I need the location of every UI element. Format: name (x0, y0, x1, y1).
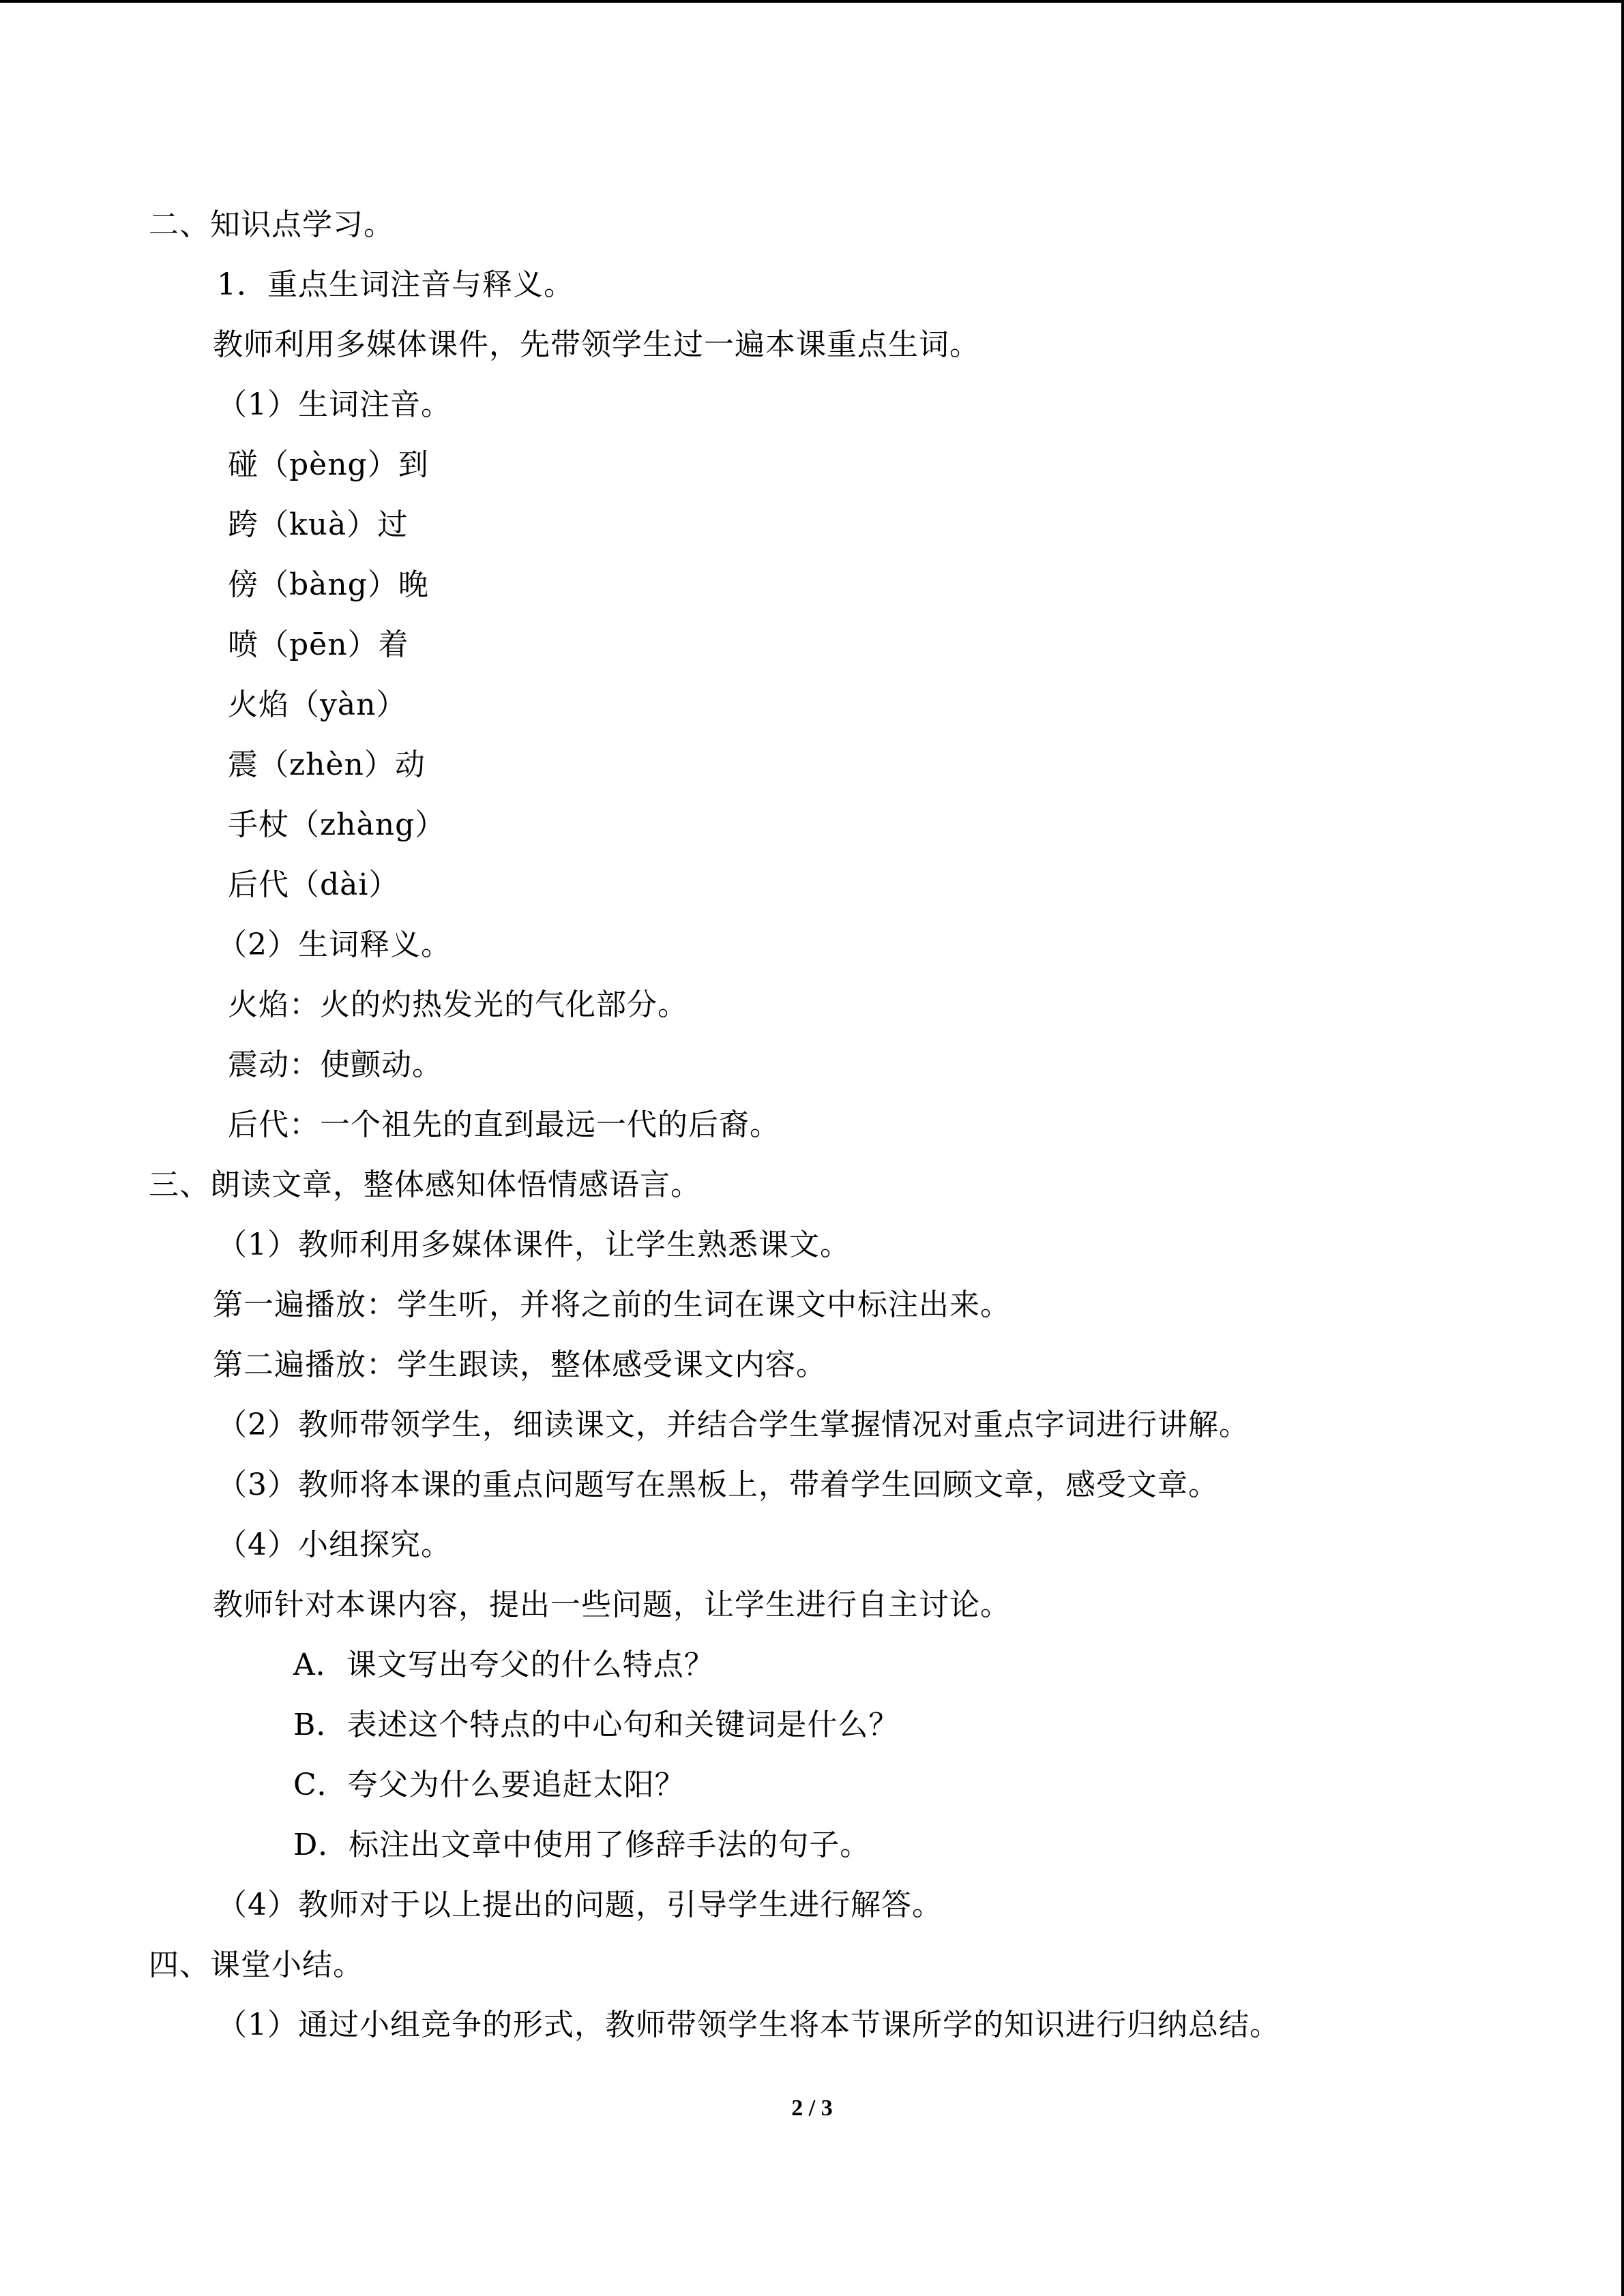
paragraph: （2）教师带领学生，细读课文，并结合学生掌握情况对重点字词进行讲解。 (217, 1407, 1250, 1442)
vocab-item: 火焰（yàn） (228, 687, 407, 722)
right-border (1621, 0, 1624, 2296)
vocab-item: 傍（bàng）晚 (228, 567, 429, 602)
page-number: 2 / 3 (791, 2096, 833, 2121)
paragraph: （3）教师将本课的重点问题写在黑板上，带着学生回顾文章，感受文章。 (217, 1467, 1219, 1502)
definition-item: 火焰：火的灼热发光的气化部分。 (228, 987, 688, 1022)
section-heading-4: 四、课堂小结。 (149, 1948, 364, 1982)
question-item: A．课文写出夸父的什么特点？ (293, 1648, 715, 1682)
paragraph: （4）教师对于以上提出的问题，引导学生进行解答。 (217, 1888, 943, 1922)
vocab-item: 震（zhèn）动 (228, 747, 426, 782)
subsection-heading-1: 1．重点生词注音与释义。 (217, 267, 574, 302)
section-heading-2: 二、知识点学习。 (149, 207, 394, 242)
list-heading: （1）生词注音。 (217, 387, 452, 422)
paragraph: （4）小组探究。 (217, 1527, 452, 1562)
definition-item: 震动：使颤动。 (228, 1047, 443, 1082)
question-item: C．夸父为什么要追赶太阳？ (293, 1768, 685, 1802)
paragraph: （1）教师利用多媒体课件，让学生熟悉课文。 (217, 1227, 851, 1262)
question-item: D．标注出文章中使用了修辞手法的句子。 (293, 1828, 871, 1862)
paragraph: 教师利用多媒体课件，先带领学生过一遍本课重点生词。 (213, 327, 980, 362)
paragraph: 教师针对本课内容，提出一些问题，让学生进行自主讨论。 (213, 1587, 1011, 1622)
vocab-item: 碰（pèng）到 (228, 447, 429, 482)
vocab-item: 手杖（zhàng） (228, 807, 446, 842)
section-heading-3: 三、朗读文章，整体感知体悟情感语言。 (149, 1167, 701, 1202)
vocab-item: 喷（pēn）着 (228, 627, 409, 662)
definition-item: 后代：一个祖先的直到最远一代的后裔。 (228, 1107, 780, 1142)
vocab-item: 后代（dài） (228, 867, 400, 902)
vocab-item: 跨（kuà）过 (228, 507, 409, 542)
paragraph: 第一遍播放：学生听，并将之前的生词在课文中标注出来。 (213, 1287, 1011, 1322)
paragraph: 第二遍播放：学生跟读，整体感受课文内容。 (213, 1347, 827, 1382)
question-item: B．表述这个特点的中心句和关键词是什么？ (293, 1708, 900, 1742)
top-border (0, 0, 1624, 3)
paragraph: （1）通过小组竞争的形式，教师带领学生将本节课所学的知识进行归纳总结。 (217, 2008, 1280, 2042)
list-heading: （2）生词释义。 (217, 927, 452, 962)
